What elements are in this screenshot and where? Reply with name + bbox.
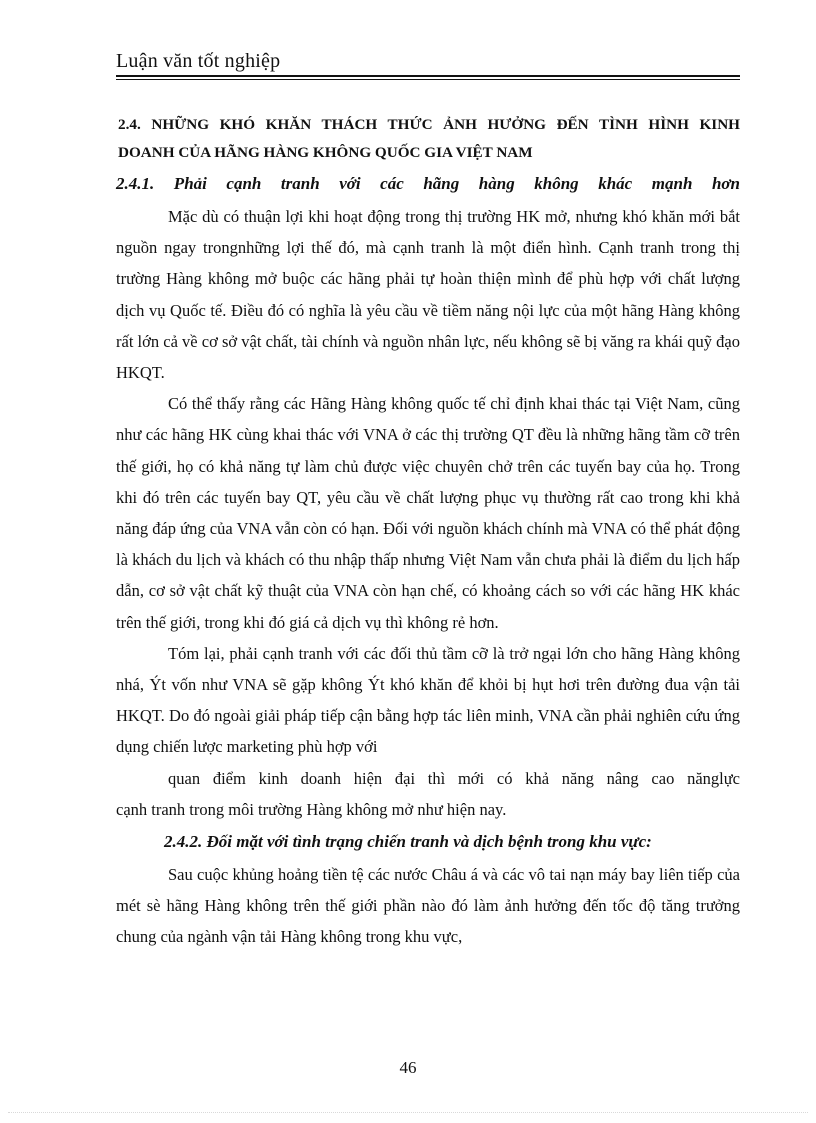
section-heading-line2: DOANH CỦA HÃNG HÀNG KHÔNG QUỐC GIA VIỆT NAM [118, 144, 533, 161]
paragraph-1: Mặc dù có thuận lợi khi hoạt động trong thị trường HK mở, nhưng khó khăn mới bắt nguồn ngay trongnhững lợi thế đó, mà cạnh tranh là một điển hình. Cạnh tranh trong thị trường Hàng không mở buộc các hãng phải tự hoàn thiện mình để phù hợp với chất lượng dịch vụ Quốc tế. Điều đó có nghĩa là yêu cầu về tiềm năng nội lực của một hãng Hàng không rất lớn cả về cơ sở vật chất, tài chính và nguồn nhân lực, nếu không sẽ bị văng ra khái quỹ đạo HKQT. [116, 207, 740, 383]
paragraph-3-line-3: cạnh tranh trong môi trường Hàng không mở như hiện nay. [116, 799, 507, 819]
footer-divider [8, 1112, 808, 1113]
header-rule [116, 75, 740, 77]
subsection-heading-2-4-2: 2.4.2. Đối mặt với tình trạng chiến tranh và dịch bệnh trong khu vực: [164, 832, 652, 852]
document-body [116, 111, 740, 953]
paragraph-2: Có thể thấy rằng các Hãng Hàng không quốc tế chỉ định khai thác tại Việt Nam, cũng như các hãng HK cùng khai thác với VNA ở các thị trường QT đều là những hãng tầm cỡ trên thế giới, họ có khả năng tự làm chủ được việc chuyên chở trên các tuyến bay của họ. Trong khi đó trên các tuyến bay QT, yêu cầu về chất lượng phục vụ thường rất cao trong khi khả năng đáp ứng của VNA vẫn còn có hạn. Đối với nguồn khách chính mà VNA có thể phát động là khách du lịch và khách có thu nhập thấp nhưng Việt Nam vẫn chưa phải là điểm du lịch hấp dẫn, cơ sở vật chất kỹ thuật của VNA còn hạn chế, có khoảng cách so với các hãng HK khác trên thế giới, trong khi đó giá cả dịch vụ thì không rẻ hơn. [116, 394, 740, 632]
paragraph-4: Sau cuộc khủng hoảng tiền tệ các nước Châu á và các vô tai nạn máy bay liên tiếp của mét sè hãng Hàng không trên thế giới phần nào đó làm ảnh hưởng đến tốc độ tăng trưởng chung của ngành vận tải Hàng không trong khu vực, [116, 865, 740, 947]
section-heading-line1: 2.4. NHỮNG KHÓ KHĂN THÁCH THỨC ẢNH HƯỞNG ĐẾN TÌNH HÌNH KINH [118, 116, 740, 133]
paragraph-3: Tóm lại, phải cạnh tranh với các đối thủ tầm cỡ là trở ngại lớn cho hãng Hàng không nhá, Ýt vốn như VNA sẽ gặp không Ýt khó khăn để khỏi bị hụt hơi trên đường đua vận tải HKQT. Do đó ngoài giải pháp tiếp cận bằng hợp tác liên minh, VNA cần phải nghiên cứu ứng dụng chiến lược marketing phù hợp với [116, 643, 740, 757]
page-header [116, 48, 740, 80]
subsection-heading-2-4-1: 2.4.1. Phải cạnh tranh với các hãng hàng không khác mạnh hơn [116, 174, 740, 193]
header-title: Luận văn tốt nghiệp [116, 50, 281, 72]
paragraph-3-line-2: quan điểm kinh doanh hiện đại thì mới có khả năng nâng cao nănglực [168, 768, 740, 788]
header-rule-thin [116, 79, 740, 80]
page-number: 46 [399, 1058, 417, 1077]
